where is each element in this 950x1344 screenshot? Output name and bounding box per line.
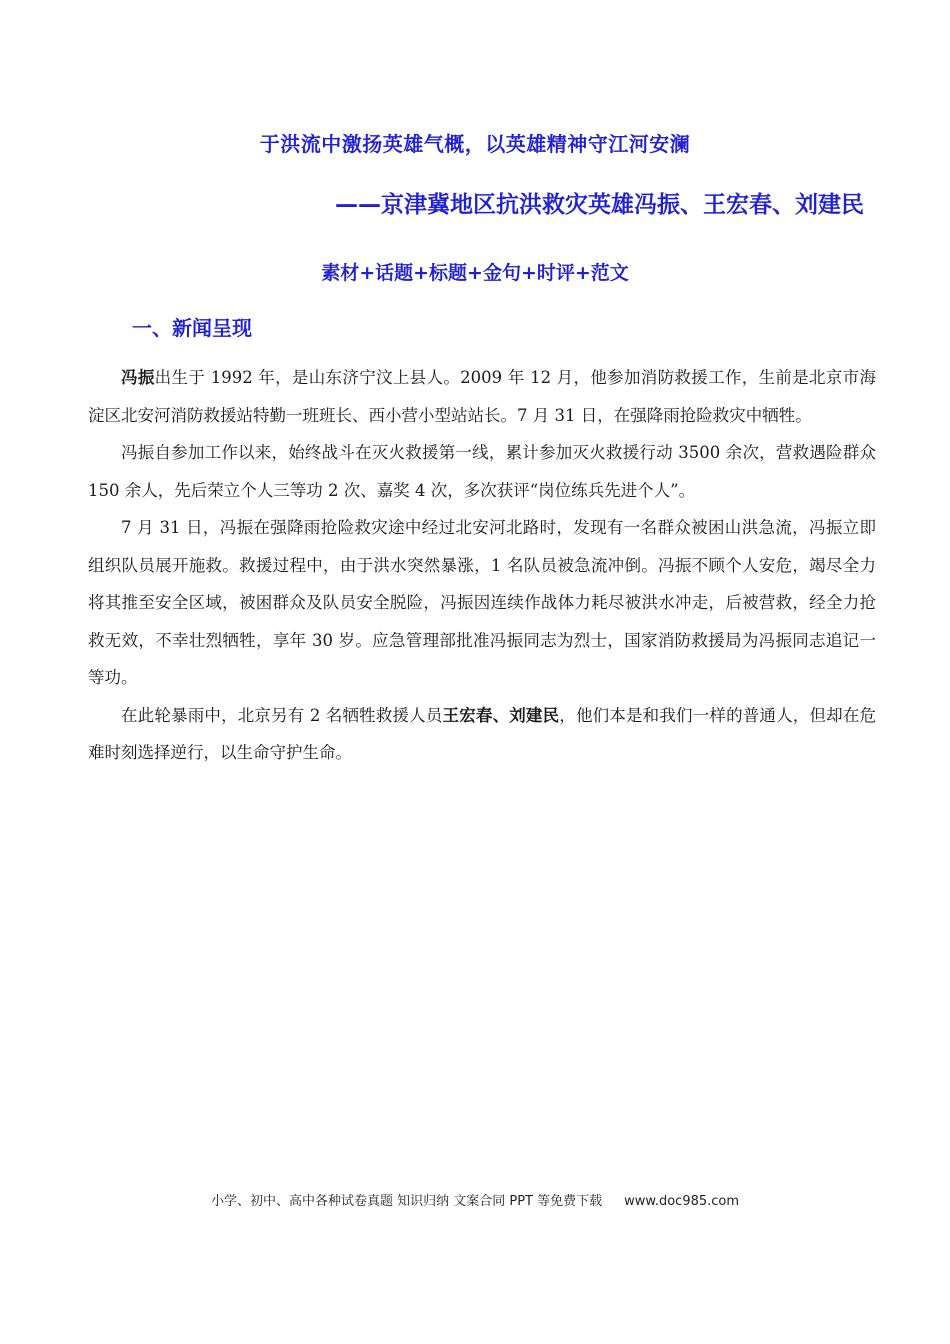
document-title: 于洪流中激扬英雄气概，以英雄精神守江河安澜 (259, 132, 691, 156)
paragraph-2: 冯振自参加工作以来，始终战斗在灭火救援第一线，累计参加灭火救援行动 3500 余次，营救遇险群众 150 余人，先后荣立个人三等功 2 次、嘉奖 4 次，多次获评“岗位练兵先进个人”。 (88, 443, 876, 500)
paragraph-4-lead: 在此轮暴雨中，北京另有 2 名牺牲救援人员 (121, 705, 443, 725)
section-heading-news: 一、新闻呈现 (132, 316, 252, 340)
paragraph-1 (88, 359, 876, 434)
paragraph-3: 7 月 31 日，冯振在强降雨抢险救灾途中经过北安河北路时，发现有一名群众被困山洪急流，冯振立即组织队员展开施救。救援过程中，由于洪水突然暴涨，1 名队员被急流冲倒。冯振不顾个人安危，竭尽全力将其推至安全区域，被困群众及队员安全脱险，冯振因连续作战体力耗尽被洪水冲走，后被营救，经全力抢救无效，不幸壮烈牺牲，享年 30 岁。应急管理部批准冯振同志为烈士，国家消防救援局为冯振同志追记一等功。 (88, 518, 876, 687)
footer-text: 小学、初中、高中各种试卷真题 知识归纳 文案合同 PPT 等免费下载 (210, 1194, 603, 1209)
footer-url[interactable]: www.doc985.com (624, 1194, 740, 1209)
paragraph-1-text: 出生于 1992 年，是山东济宁汶上县人。2009 年 12 月，他参加消防救援工作，生前是北京市海淀区北安河消防救援站特勤一班班长、西小营小型站站长。7 月 31 日，在强降雨抢险救灾中牺牲。 (88, 368, 877, 425)
paragraph-4-tail: ，他们本是和我们一样的普通人，但却在危难时刻选择逆行，以生命守护生命。 (88, 705, 876, 762)
document-tags-line: 素材+话题+标题+金句+时评+范文 (321, 262, 629, 284)
paragraph-4 (88, 697, 876, 772)
page-footer (0, 1190, 950, 1209)
bold-name-fengzhen: 冯振 (121, 368, 155, 387)
document-subtitle: ——京津冀地区抗洪救灾英雄冯振、王宏春、刘建民 (335, 192, 864, 218)
article-body (88, 359, 876, 772)
bold-names-others: 王宏春、刘建民 (442, 705, 560, 725)
